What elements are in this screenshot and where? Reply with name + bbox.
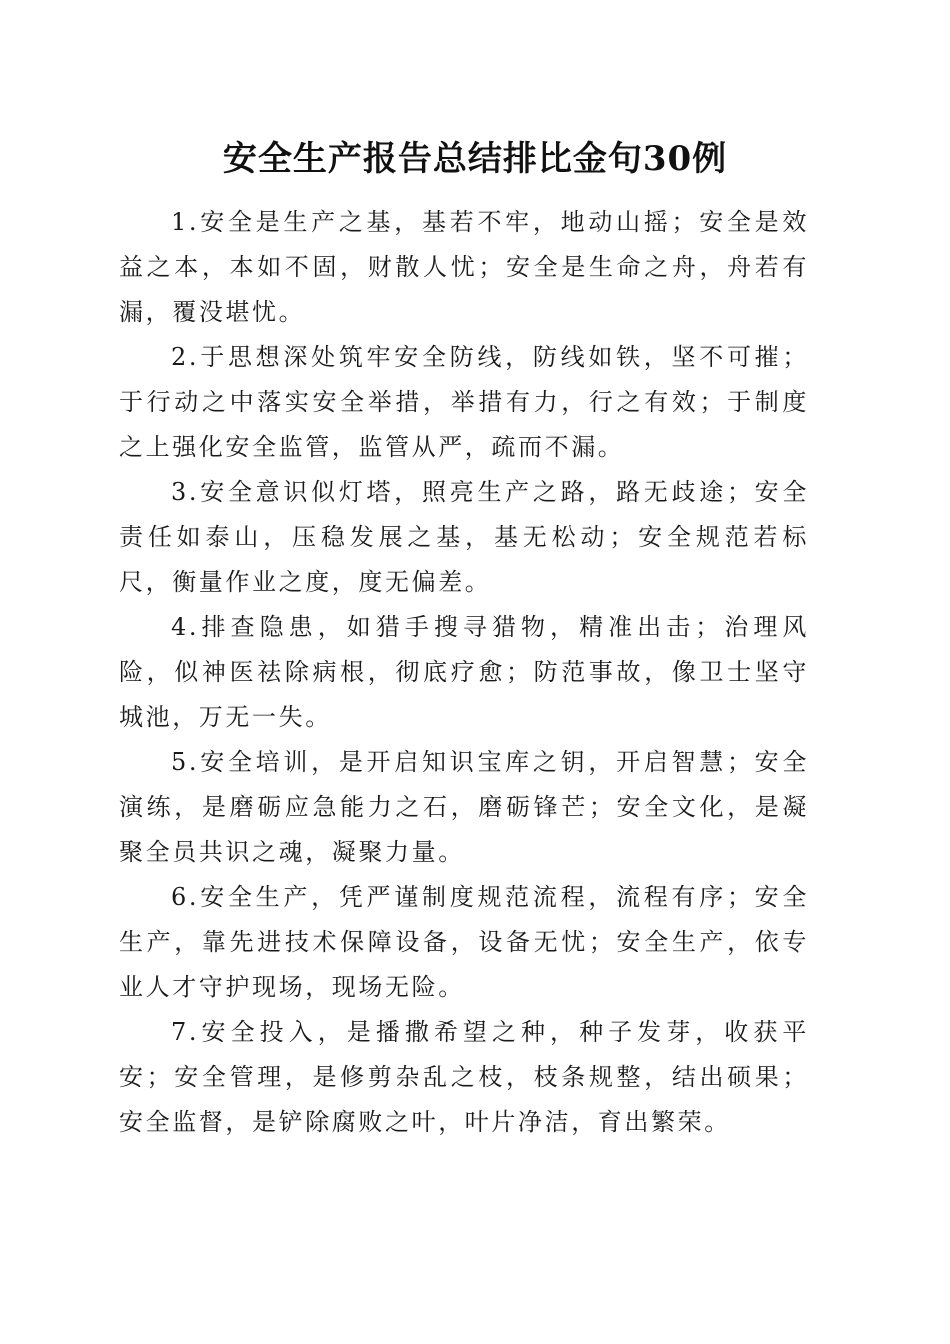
paragraph-2: 2.于思想深处筑牢安全防线，防线如铁，坚不可摧；于行动之中落实安全举措，举措有力，行之有效；于制度之上强化安全监管，监管从严，疏而不漏。 [119,343,809,461]
document-body [119,200,809,1145]
paragraph-5: 5.安全培训，是开启知识宝库之钥，开启智慧；安全演练，是磨砺应急能力之石，磨砺锋芒；安全文化，是凝聚全员共识之魂，凝聚力量。 [119,748,809,866]
paragraph-7: 7.安全投入，是播撒希望之种，种子发芽，收获平安；安全管理，是修剪杂乱之枝，枝条规整，结出硕果；安全监督，是铲除腐败之叶，叶片净洁，育出繁荣。 [119,1018,809,1136]
paragraph-1: 1.安全是生产之基，基若不牢，地动山摇；安全是效益之本，本如不固，财散人忧；安全是生命之舟，舟若有漏，覆没堪忧。 [119,208,809,326]
paragraph-3: 3.安全意识似灯塔，照亮生产之路，路无歧途；安全责任如泰山，压稳发展之基，基无松动；安全规范若标尺，衡量作业之度，度无偏差。 [119,478,809,596]
paragraph-4: 4.排查隐患，如猎手搜寻猎物，精准出击；治理风险，似神医祛除病根，彻底疗愈；防范事故，像卫士坚守城池，万无一失。 [119,613,809,731]
paragraph-6: 6.安全生产，凭严谨制度规范流程，流程有序；安全生产，靠先进技术保障设备，设备无忧；安全生产，依专业人才守护现场，现场无险。 [119,883,809,1001]
document-title: 安全生产报告总结排比金句30例 [222,139,728,179]
